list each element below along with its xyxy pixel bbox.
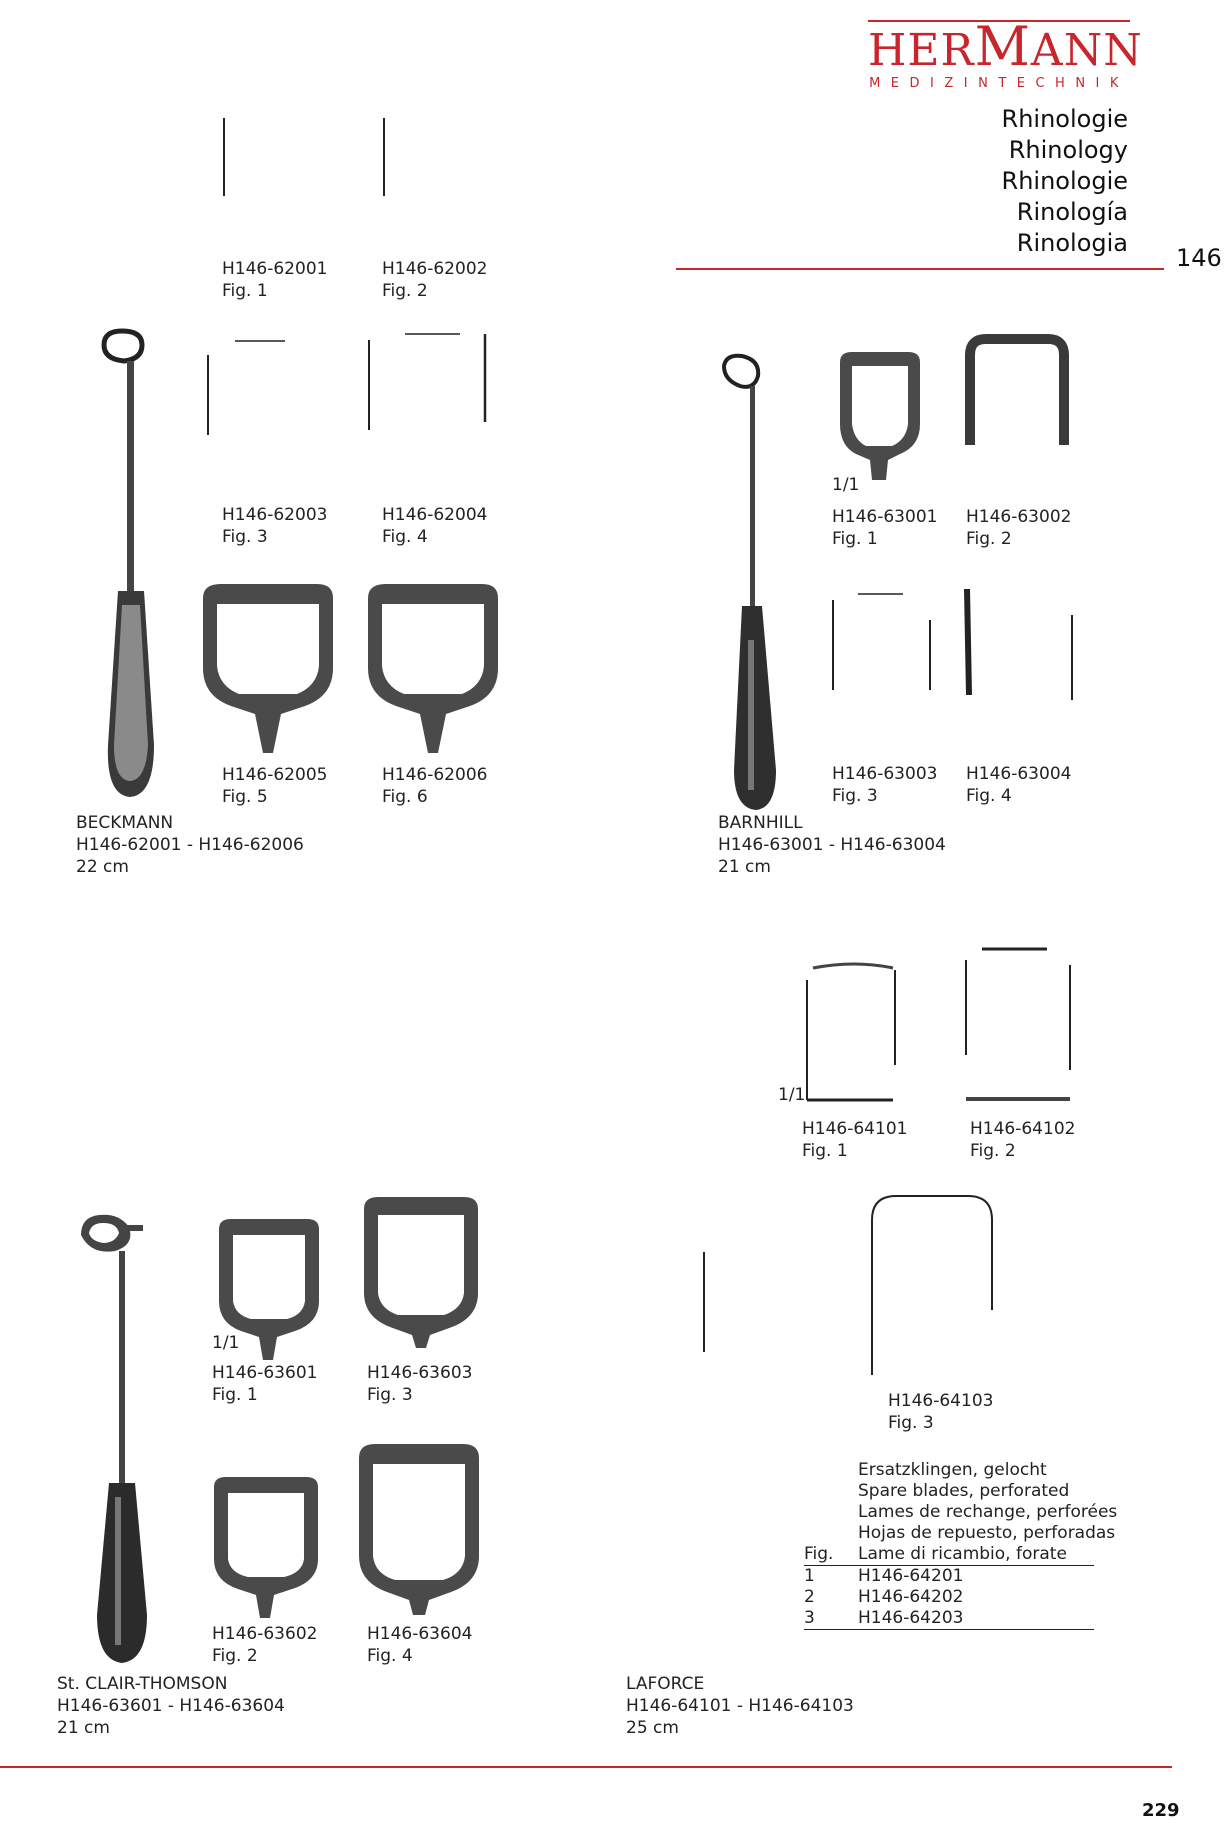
product-range: H146-63001 - H146-63004 — [718, 835, 946, 855]
figure-code: H146-63002 — [966, 507, 1072, 527]
blade-64101-image — [805, 960, 905, 1110]
figure-code: H146-64102 — [970, 1119, 1076, 1139]
figure-label: Fig. 4 — [382, 527, 428, 547]
spare-blades-es: Hojas de repuesto, perforadas — [858, 1523, 1116, 1543]
table-row: 2 H146-64202 — [804, 1587, 964, 1607]
figure-code: H146-63004 — [966, 764, 1072, 784]
product-range: H146-62001 - H146-62006 — [76, 835, 304, 855]
product-length: 21 cm — [718, 857, 771, 877]
table-header-fig: Fig. — [804, 1544, 834, 1564]
blade-62006-image — [358, 578, 508, 753]
blade-63001-image — [836, 350, 926, 480]
product-name: LAFORCE — [626, 1674, 705, 1694]
blade-63604-image — [355, 1440, 485, 1615]
section-title-de: Rhinologie — [1001, 105, 1128, 133]
figure-code: H146-63601 — [212, 1363, 318, 1383]
figure-label: Fig. 1 — [212, 1385, 258, 1405]
spare-blades-fr: Lames de rechange, perforées — [858, 1502, 1118, 1522]
brand-subtitle: MEDIZINTECHNIK — [869, 76, 1129, 91]
header-rule — [676, 268, 1164, 270]
scale-marker: 1/1 — [212, 1333, 240, 1353]
figure-label: Fig. 2 — [966, 529, 1012, 549]
figure-label: Fig. 1 — [222, 281, 268, 301]
section-title-fr: Rhinologie — [1001, 167, 1128, 195]
blade-62001-image — [223, 118, 225, 196]
figure-label: Fig. 6 — [382, 787, 428, 807]
beckmann-instrument-image — [90, 325, 180, 815]
table-divider — [804, 1629, 1094, 1630]
figure-label: Fig. 5 — [222, 787, 268, 807]
blade-62002-image — [383, 118, 385, 196]
figure-label: Fig. 4 — [966, 786, 1012, 806]
figure-label: Fig. 1 — [832, 529, 878, 549]
figure-label: Fig. 2 — [212, 1646, 258, 1666]
table-row: 1 H146-64201 — [804, 1566, 964, 1586]
figure-code: H146-63003 — [832, 764, 938, 784]
figure-code: H146-63604 — [367, 1624, 473, 1644]
figure-code: H146-63602 — [212, 1624, 318, 1644]
figure-label: Fig. 3 — [832, 786, 878, 806]
blade-63602-image — [210, 1473, 325, 1618]
figure-code: H146-63001 — [832, 507, 938, 527]
figure-code: H146-62004 — [382, 505, 488, 525]
spare-blades-en: Spare blades, perforated — [858, 1481, 1070, 1501]
figure-code: H146-62003 — [222, 505, 328, 525]
figure-label: Fig. 1 — [802, 1141, 848, 1161]
blade-64103-image — [868, 1190, 998, 1380]
laforce-instrument-image — [703, 1252, 705, 1352]
figure-code: H146-62001 — [222, 259, 328, 279]
brand-logo: HERMANN — [868, 15, 1143, 78]
figure-code: H146-62005 — [222, 765, 328, 785]
figure-code: H146-63603 — [367, 1363, 473, 1383]
figure-code: H146-62006 — [382, 765, 488, 785]
spare-blades-it: Lame di ricambio, forate — [858, 1544, 1067, 1564]
figure-label: Fig. 4 — [367, 1646, 413, 1666]
blade-62003-image — [205, 335, 295, 435]
product-name: BARNHILL — [718, 813, 803, 833]
scale-marker: 1/1 — [832, 475, 860, 495]
figure-code: H146-64101 — [802, 1119, 908, 1139]
table-row: 3 H146-64203 — [804, 1608, 964, 1628]
blade-63603-image — [360, 1193, 485, 1348]
blade-63004-image — [960, 585, 1080, 705]
spare-blades-de: Ersatzklingen, gelocht — [858, 1460, 1047, 1480]
figure-label: Fig. 2 — [382, 281, 428, 301]
spare-blades-table — [804, 1460, 1118, 1630]
product-range: H146-64101 - H146-64103 — [626, 1696, 854, 1716]
figure-label: Fig. 3 — [888, 1413, 934, 1433]
product-name: St. CLAIR-THOMSON — [57, 1674, 228, 1694]
product-name: BECKMANN — [76, 813, 174, 833]
product-length: 25 cm — [626, 1718, 679, 1738]
section-title-it: Rinologia — [1016, 229, 1128, 257]
table-header-row — [804, 1544, 1094, 1565]
figure-label: Fig. 2 — [970, 1141, 1016, 1161]
product-length: 21 cm — [57, 1718, 110, 1738]
figure-label: Fig. 3 — [367, 1385, 413, 1405]
blade-63003-image — [828, 590, 938, 700]
blade-64102-image — [962, 945, 1077, 1105]
scale-marker: 1/1 — [778, 1085, 806, 1105]
blade-62004-image — [365, 330, 495, 430]
stclair-instrument-image — [75, 1205, 165, 1665]
blade-63002-image — [968, 335, 1068, 445]
section-title-en: Rhinology — [1008, 136, 1128, 164]
figure-code: H146-62002 — [382, 259, 488, 279]
figure-code: H146-64103 — [888, 1391, 994, 1411]
product-length: 22 cm — [76, 857, 129, 877]
section-number: 146 — [1176, 244, 1222, 272]
figure-label: Fig. 3 — [222, 527, 268, 547]
footer-rule — [0, 1766, 1172, 1768]
barnhill-instrument-image — [718, 350, 798, 810]
blade-62005-image — [193, 578, 343, 753]
section-title-es: Rinología — [1016, 198, 1128, 226]
product-range: H146-63601 - H146-63604 — [57, 1696, 285, 1716]
page-number: 229 — [1142, 1800, 1180, 1821]
